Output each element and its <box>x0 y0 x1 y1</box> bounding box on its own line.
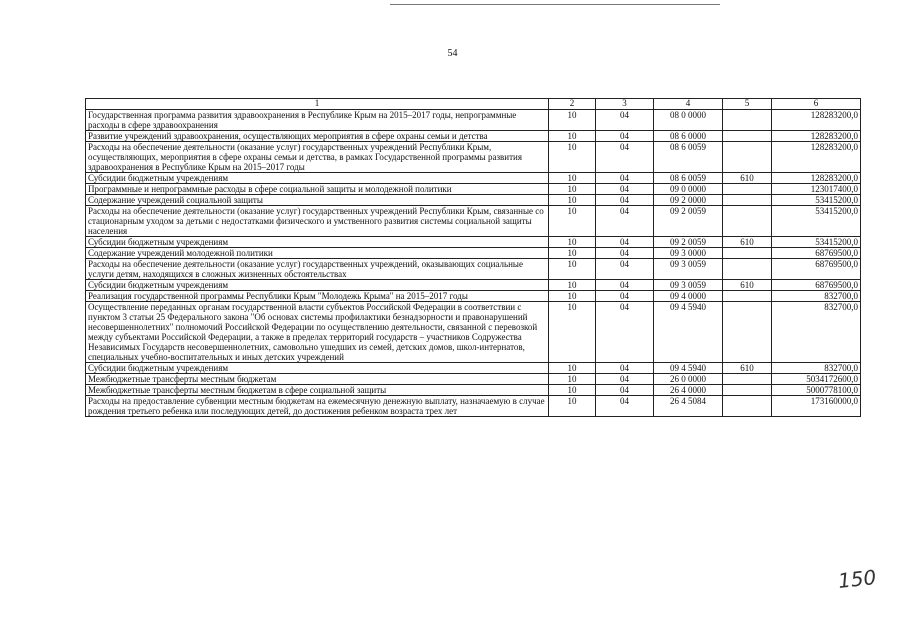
column-header: 5 <box>723 99 772 110</box>
row-name-cell: Субсидии бюджетным учреждениям <box>86 363 549 374</box>
row-section-cell: 10 <box>549 195 596 206</box>
row-subsection-cell: 04 <box>596 363 654 374</box>
row-expense-type-cell <box>723 396 772 417</box>
row-subsection-cell: 04 <box>596 237 654 248</box>
row-expense-type-cell <box>723 131 772 142</box>
row-expense-type-cell <box>723 142 772 173</box>
page-number: 54 <box>447 48 458 59</box>
row-amount-cell: 53415200,0 <box>772 206 861 237</box>
row-amount-cell: 128283200,0 <box>772 131 861 142</box>
row-subsection-cell: 04 <box>596 142 654 173</box>
row-amount-cell: 53415200,0 <box>772 195 861 206</box>
row-target-article-cell: 09 4 5940 <box>654 363 723 374</box>
table-row <box>86 385 861 396</box>
row-amount-cell: 832700,0 <box>772 363 861 374</box>
row-target-article-cell: 26 4 0000 <box>654 385 723 396</box>
row-expense-type-cell: 610 <box>723 363 772 374</box>
row-subsection-cell: 04 <box>596 195 654 206</box>
row-amount-cell: 173160000,0 <box>772 396 861 417</box>
row-target-article-cell: 08 0 0000 <box>654 110 723 131</box>
row-section-cell: 10 <box>549 131 596 142</box>
row-section-cell: 10 <box>549 291 596 302</box>
row-target-article-cell: 09 3 0059 <box>654 280 723 291</box>
table-row <box>86 280 861 291</box>
row-amount-cell: 68769500,0 <box>772 259 861 280</box>
table-row <box>86 110 861 131</box>
table-row <box>86 173 861 184</box>
row-expense-type-cell <box>723 259 772 280</box>
column-header: 2 <box>549 99 596 110</box>
row-expense-type-cell <box>723 374 772 385</box>
row-name-cell: Реализация государственной программы Республики Крым "Молодежь Крыма" на 2015–2017 годы <box>86 291 549 302</box>
row-subsection-cell: 04 <box>596 385 654 396</box>
top-scan-rule <box>390 4 720 5</box>
table-row <box>86 248 861 259</box>
row-subsection-cell: 04 <box>596 110 654 131</box>
row-target-article-cell: 09 2 0059 <box>654 237 723 248</box>
row-expense-type-cell <box>723 248 772 259</box>
table-row <box>86 206 861 237</box>
row-name-cell: Государственная программа развития здравоохранения в Республике Крым на 2015–2017 годы, непрограммные расходы в сфере здравоохранения <box>86 110 549 131</box>
row-expense-type-cell <box>723 195 772 206</box>
row-name-cell: Программные и непрограммные расходы в сфере социальной защиты и молодежной политики <box>86 184 549 195</box>
row-subsection-cell: 04 <box>596 291 654 302</box>
row-expense-type-cell <box>723 184 772 195</box>
table-row <box>86 374 861 385</box>
row-amount-cell: 128283200,0 <box>772 142 861 173</box>
table-row <box>86 142 861 173</box>
row-name-cell: Субсидии бюджетным учреждениям <box>86 173 549 184</box>
row-amount-cell: 832700,0 <box>772 302 861 363</box>
row-target-article-cell: 09 4 0000 <box>654 291 723 302</box>
table-row <box>86 237 861 248</box>
row-target-article-cell: 09 4 5940 <box>654 302 723 363</box>
row-section-cell: 10 <box>549 184 596 195</box>
row-amount-cell: 128283200,0 <box>772 173 861 184</box>
row-expense-type-cell <box>723 206 772 237</box>
row-target-article-cell: 26 4 5084 <box>654 396 723 417</box>
row-amount-cell: 832700,0 <box>772 291 861 302</box>
row-name-cell: Содержание учреждений молодежной политики <box>86 248 549 259</box>
row-target-article-cell: 08 6 0059 <box>654 142 723 173</box>
table-row <box>86 184 861 195</box>
row-target-article-cell: 09 2 0000 <box>654 195 723 206</box>
budget-table <box>85 98 861 417</box>
row-name-cell: Расходы на обеспечение деятельности (оказание услуг) государственных учреждений Республики Крым, осуществляющих, мероприятия в сфере охраны семьи и детства, в рамках Государственной программы развития здравоохранения в Республике Крым на 2015–2017 годы <box>86 142 549 173</box>
table-row <box>86 291 861 302</box>
row-amount-cell: 128283200,0 <box>772 110 861 131</box>
row-subsection-cell: 04 <box>596 248 654 259</box>
row-expense-type-cell: 610 <box>723 237 772 248</box>
row-section-cell: 10 <box>549 237 596 248</box>
row-subsection-cell: 04 <box>596 259 654 280</box>
row-section-cell: 10 <box>549 363 596 374</box>
row-name-cell: Развитие учреждений здравоохранения, осуществляющих мероприятия в сфере охраны семьи и детства <box>86 131 549 142</box>
row-section-cell: 10 <box>549 302 596 363</box>
row-name-cell: Осуществление переданных органам государственной власти субъектов Российской Федерации в соответствии с пунктом 3 статьи 25 Федерального закона "Об основах системы профилактики безнадзорности и правонарушений несовершеннолетних" полномочий Российской Федерации по осуществлению деятельности, связанной с перевозкой между субъектами Российской Федерации, а также в пределах территорий государств – участников Содружества Независимых Государств несовершеннолетних, самовольно ушедших из семей, детских домов, школ-интернатов, специальных учебно-воспитательных и иных детских учреждений <box>86 302 549 363</box>
row-section-cell: 10 <box>549 396 596 417</box>
row-expense-type-cell <box>723 291 772 302</box>
row-amount-cell: 68769500,0 <box>772 248 861 259</box>
row-name-cell: Субсидии бюджетным учреждениям <box>86 237 549 248</box>
row-section-cell: 10 <box>549 206 596 237</box>
row-target-article-cell: 08 6 0000 <box>654 131 723 142</box>
table-row <box>86 302 861 363</box>
row-target-article-cell: 09 2 0059 <box>654 206 723 237</box>
row-name-cell: Содержание учреждений социальной защиты <box>86 195 549 206</box>
row-target-article-cell: 09 3 0059 <box>654 259 723 280</box>
row-subsection-cell: 04 <box>596 184 654 195</box>
row-section-cell: 10 <box>549 248 596 259</box>
column-header: 1 <box>86 99 549 110</box>
table-row <box>86 396 861 417</box>
row-target-article-cell: 09 3 0000 <box>654 248 723 259</box>
row-expense-type-cell: 610 <box>723 280 772 291</box>
row-subsection-cell: 04 <box>596 396 654 417</box>
table-header-row <box>86 99 861 110</box>
handwritten-page-mark: 150 <box>836 565 878 593</box>
row-subsection-cell: 04 <box>596 131 654 142</box>
row-target-article-cell: 09 0 0000 <box>654 184 723 195</box>
row-expense-type-cell: 610 <box>723 173 772 184</box>
row-section-cell: 10 <box>549 385 596 396</box>
row-target-article-cell: 08 6 0059 <box>654 173 723 184</box>
row-subsection-cell: 04 <box>596 206 654 237</box>
row-name-cell: Расходы на обеспечение деятельности (оказание услуг) государственных учреждений, оказывающих социальные услуги детям, находящихся в сложных жизненных обстоятельствах <box>86 259 549 280</box>
row-subsection-cell: 04 <box>596 173 654 184</box>
row-section-cell: 10 <box>549 280 596 291</box>
row-name-cell: Субсидии бюджетным учреждениям <box>86 280 549 291</box>
table-body <box>86 110 861 417</box>
row-amount-cell: 68769500,0 <box>772 280 861 291</box>
row-name-cell: Расходы на обеспечение деятельности (оказание услуг) государственных учреждений Республики Крым, связанные со стационарным уходом за детьми с недостатками физического и умственного развития системы социальной защиты населения <box>86 206 549 237</box>
row-name-cell: Межбюджетные трансферты местным бюджетам в сфере социальной защиты <box>86 385 549 396</box>
table-row <box>86 363 861 374</box>
row-subsection-cell: 04 <box>596 302 654 363</box>
table-row <box>86 131 861 142</box>
row-section-cell: 10 <box>549 142 596 173</box>
row-name-cell: Расходы на предоставление субвенции местным бюджетам на ежемесячную денежную выплату, назначаемую в случае рождения третьего ребенка или последующих детей, до достижения ребенком возраста трех лет <box>86 396 549 417</box>
table-row <box>86 259 861 280</box>
row-subsection-cell: 04 <box>596 280 654 291</box>
row-section-cell: 10 <box>549 173 596 184</box>
column-header: 6 <box>772 99 861 110</box>
row-amount-cell: 53415200,0 <box>772 237 861 248</box>
row-amount-cell: 5000778100,0 <box>772 385 861 396</box>
column-header: 4 <box>654 99 723 110</box>
row-section-cell: 10 <box>549 110 596 131</box>
row-expense-type-cell <box>723 110 772 131</box>
column-header: 3 <box>596 99 654 110</box>
row-section-cell: 10 <box>549 259 596 280</box>
row-amount-cell: 5034172600,0 <box>772 374 861 385</box>
row-target-article-cell: 26 0 0000 <box>654 374 723 385</box>
row-amount-cell: 123017400,0 <box>772 184 861 195</box>
row-name-cell: Межбюджетные трансферты местным бюджетам <box>86 374 549 385</box>
row-expense-type-cell <box>723 302 772 363</box>
row-subsection-cell: 04 <box>596 374 654 385</box>
row-section-cell: 10 <box>549 374 596 385</box>
row-expense-type-cell <box>723 385 772 396</box>
table-row <box>86 195 861 206</box>
